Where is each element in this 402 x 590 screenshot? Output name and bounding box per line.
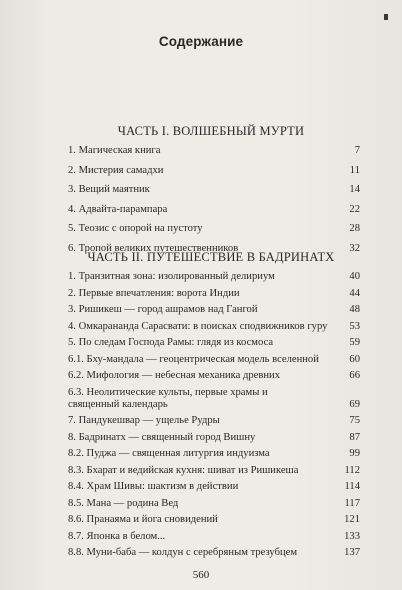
toc-entry-title: 5. По следам Господа Рамы: глядя из космоса <box>68 337 274 348</box>
toc-entry-page: 44 <box>349 287 360 299</box>
toc-row[interactable] <box>68 432 360 444</box>
toc-entry-page: 121 <box>344 514 360 525</box>
toc-entry-page: 66 <box>349 370 360 381</box>
part1-toc-list <box>68 145 360 255</box>
toc-entry-page: 40 <box>349 271 360 282</box>
toc-entry-title: 8.2. Пуджа — священная литургия индуизма <box>68 448 270 459</box>
toc-entry-page: 14 <box>349 184 360 195</box>
toc-row[interactable] <box>68 271 360 283</box>
toc-entry-title: 3. Вещий маятник <box>68 184 150 195</box>
toc-entry-page: 117 <box>344 497 360 509</box>
part1-heading: ЧАСТЬ I. ВОЛШЕБНЫЙ МУРТИ <box>117 124 305 138</box>
toc-row[interactable] <box>68 481 360 493</box>
toc-entry-page: 22 <box>349 203 360 215</box>
toc-row[interactable] <box>68 415 360 427</box>
toc-entry-title: 8.4. Храм Шивы: шактизм в действии <box>68 481 239 492</box>
toc-entry-page: 11 <box>349 164 360 176</box>
toc-entry-title: 5. Теозис с опорой на пустоту <box>68 223 203 234</box>
toc-entry-title: 7. Пандукешвар — ущелье Рудры <box>68 415 220 426</box>
toc-row[interactable] <box>68 448 360 460</box>
part2-heading: ЧАСТЬ II. ПУТЕШЕСТВИЕ В БАДРИНАТХ <box>87 250 335 264</box>
toc-entry-title: 8.8. Муни-баба — колдун с серебряным трезубцем <box>68 547 298 558</box>
toc-entry-title: 3. Ришикеш — город ашрамов над Гангой <box>68 304 258 315</box>
toc-entry-page: 137 <box>344 547 360 558</box>
toc-entry-title: 6. Тропой великих путешественников <box>68 242 239 254</box>
toc-entry-page: 114 <box>344 481 360 492</box>
toc-row[interactable] <box>68 354 360 366</box>
toc-entry-title: 2. Первые впечатления: ворота Индии <box>68 287 240 299</box>
toc-row[interactable] <box>68 514 360 526</box>
toc-entry-page: 133 <box>344 530 360 542</box>
toc-row[interactable] <box>68 547 360 559</box>
toc-entry-title: 8.7. Японка в белом... <box>68 530 166 542</box>
toc-row[interactable] <box>68 465 360 477</box>
toc-row[interactable] <box>68 145 360 157</box>
toc-entry-title: 1. Транзитная зона: изолированный делириум <box>68 271 275 282</box>
toc-entry-page: 112 <box>344 464 360 476</box>
toc-row[interactable] <box>68 288 360 300</box>
toc-entry-page: 87 <box>349 431 360 443</box>
toc-entry-title: 8.5. Мана — родина Вед <box>68 497 179 509</box>
toc-entry-title: 8.3. Бхарат и ведийская кухня: шиват из Ришикеша <box>68 464 299 476</box>
toc-entry-title: 1. Магическая книга <box>68 145 161 156</box>
toc-entry-title: 8. Бадринатх — священный город Вишну <box>68 431 256 443</box>
toc-row[interactable] <box>68 223 360 235</box>
toc-entry-page: 99 <box>349 448 360 459</box>
toc-row[interactable] <box>68 498 360 510</box>
toc-entry-title: 6.2. Мифология — небесная механика древних <box>68 370 281 381</box>
toc-entry-page: 48 <box>349 304 360 315</box>
page-number: 560 <box>192 569 210 581</box>
toc-entry-page: 60 <box>349 353 360 365</box>
toc-entry-page: 32 <box>349 242 360 254</box>
toc-row[interactable] <box>68 387 360 411</box>
toc-entry-page: 7 <box>354 145 360 156</box>
toc-entry-title: 6.3. Неолитические культы, первые храмы и священный календарь <box>68 386 268 410</box>
toc-entry-title: 4. Омкарананда Сарасвати: в поисках сподвижников гуру <box>68 320 328 332</box>
toc-entry-page: 53 <box>349 320 360 332</box>
toc-row[interactable] <box>68 531 360 543</box>
toc-row[interactable] <box>68 370 360 382</box>
toc-entry-page: 75 <box>349 415 360 426</box>
toc-entry-title: 2. Мистерия самадхи <box>68 164 164 176</box>
page-title: Содержание <box>158 34 244 49</box>
corner-mark <box>384 14 388 20</box>
toc-row[interactable] <box>68 204 360 216</box>
toc-row[interactable] <box>68 304 360 316</box>
toc-row[interactable] <box>68 321 360 333</box>
toc-row[interactable] <box>68 337 360 349</box>
toc-entry-page: 28 <box>349 223 360 234</box>
toc-row[interactable] <box>68 184 360 196</box>
toc-row[interactable] <box>68 165 360 177</box>
toc-entry-title: 6.1. Бху-мандала — геоцентрическая модель вселенной <box>68 353 319 365</box>
toc-entry-title: 8.6. Пранаяма и йога сновидений <box>68 514 218 525</box>
part2-toc-list <box>68 271 360 559</box>
toc-entry-page: 69 <box>349 398 360 410</box>
toc-entry-title: 4. Адвайта-парампара <box>68 203 168 215</box>
toc-entry-page: 59 <box>349 337 360 348</box>
